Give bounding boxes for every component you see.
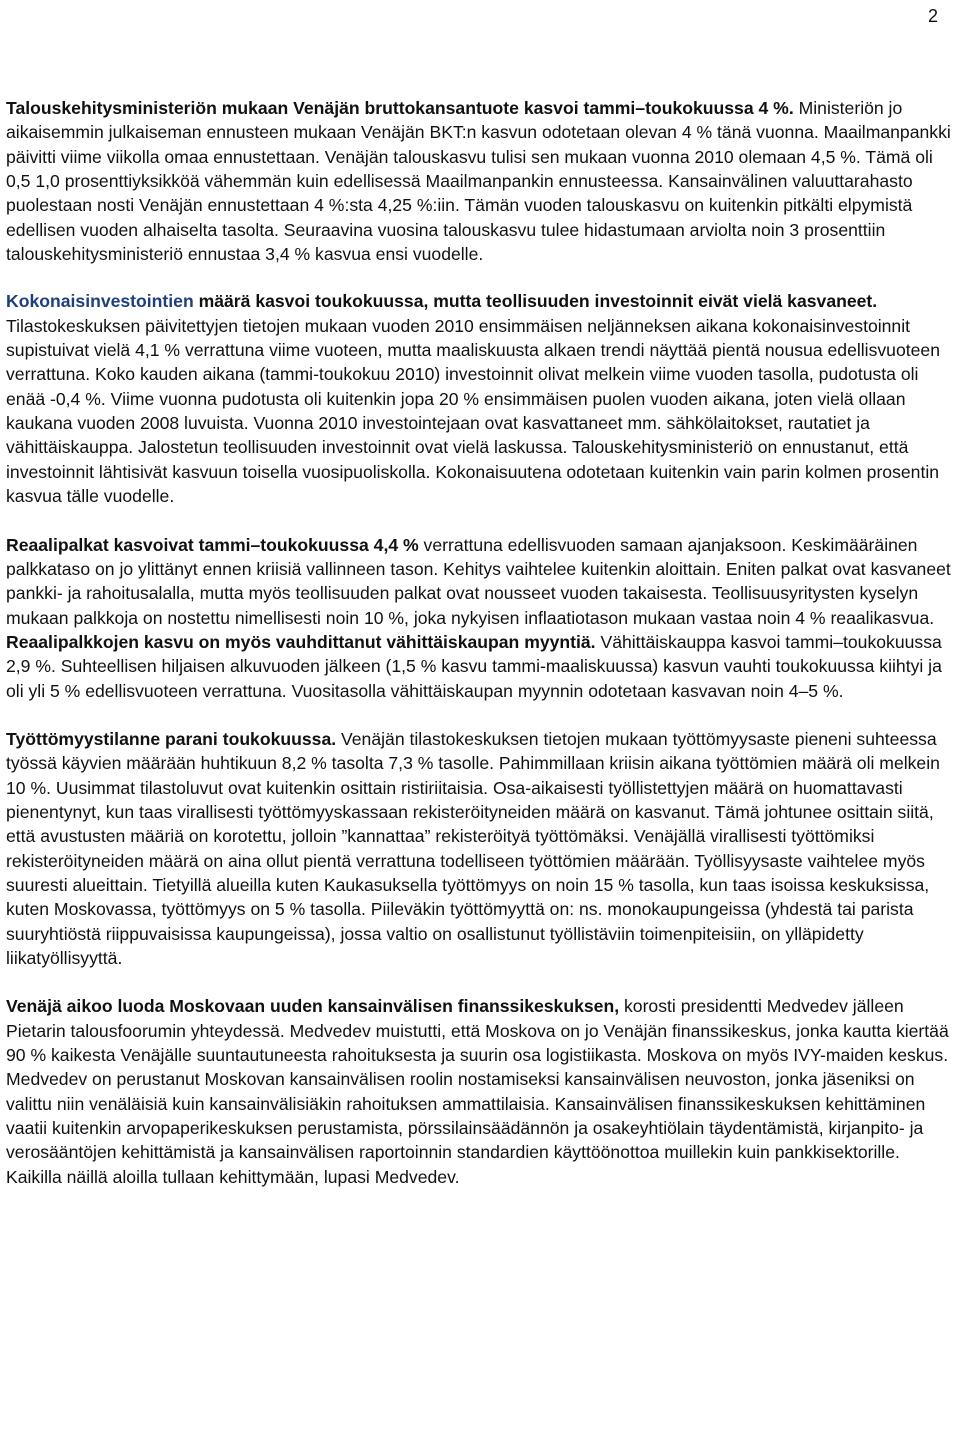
paragraph-finance-center bbox=[6, 994, 954, 1189]
headline-investments: määrä kasvoi toukokuussa, mutta teollisuuden investoinnit eivät vielä kasvaneet. bbox=[193, 291, 878, 312]
link-kokonaisinvestointien[interactable]: Kokonaisinvestointien bbox=[6, 291, 194, 312]
paragraph-investments bbox=[6, 289, 954, 508]
paragraph-wages-text: verrattuna edellisvuoden samaan ajanjaksoon. Keskimääräinen palkkataso on jo ylittänyt ennen kriisiä vallinneen tason. Kehitys vaihtelee kuitenkin aloittain. Eniten palkat ovat kasvaneet pankki- ja rahoitusalalla, mutta myös teollisuuden palkat ovat nousseet vuoden takaisesta. Teollisuusyritysten kyselyn mukaan palkkoja on nostettu nimellisesti noin 10 %, joka nykyisen inflaatiotason mukaan vastaa noin 4 % reaalikasvua. bbox=[6, 534, 951, 628]
headline-gdp: Talouskehitysministeriön mukaan Venäjän bruttokansantuote kasvoi tammi–toukokuussa 4 %. bbox=[6, 98, 794, 118]
paragraph-unemployment-text: Venäjän tilastokeskuksen tietojen mukaan työttömyysaste pieneni suhteessa työssä käyvien määrään huhtikuun 8,2 % tasolta 7,3 % tasolle. Pahimmillaan kriisin aikana työttömien määrä oli melkein 10 %. Uusimmat tilastoluvut ovat kuitenkin osittain ristiriitaisia. Osa-aikaisesti työllistettyjen määrä on huomattavasti pienentynyt, kun taas virallisesti työttömyyskassaan rekisteröityneiden määrä on kasvanut. Tämä johtunee osittain siitä, että avustusten määriä on korotettu, jolloin ”kannattaa” rekisteröityä työttömäksi. Venäjällä virallisesti työttömiksi rekisteröityneiden määrä on aina ollut pientä verrattuna todelliseen työttömien määrään. Työllisyysaste vaihtelee myös suuresti alueittain. Tietyillä alueilla kuten Kaukasuksella työttömyys on noin 15 % tasolla, kun taas isoissa keskuksissa, kuten Moskovassa, työttömyys on 5 % tasolla. Piileväkin työttömyyttä on: ns. monokaupungeissa (yhdestä tai parista suuryhtiöstä riippuvaisissa kaupungeissa), jossa valtio on osallistunut työllistäviin toimenpiteisiin, on ylläpidetty liikatyöllisyyttä. bbox=[6, 728, 940, 968]
paragraph-investments-text: Tilastokeskuksen päivitettyjen tietojen mukaan vuoden 2010 ensimmäisen neljänneksen aikana kokonaisinvestoinnit supistuivat vielä 4,1 % verrattuna viime vuoteen, mutta maaliskuusta alkaen trendi näyttää pientä nousua edellisvuoteen verrattuna. Koko kauden aikana (tammi-toukokuu 2010) investoinnit olivat melkein viime vuoden tasolla, pudotusta oli enää -0,4 %. Viime vuonna pudotusta oli kuitenkin jopa 20 % ensimmäisen puolen vuoden aikana, joten vielä ollaan kaukana vuoden 2008 luvuista. Vuonna 2010 investointejaan ovat kasvattaneet mm. sähkölaitokset, rautatiet ja vähittäiskauppa. Jalostetun teollisuuden investoinnit ovat vielä laskussa. Talouskehitysministeriö on ennustanut, että investoinnit lähtisivät kasvuun toisella vuosipuoliskolla. Kokonaisuutena odotetaan kuitenkin vain parin kolmen prosentin kasvua tälle vuodelle. bbox=[6, 315, 940, 507]
document-body bbox=[6, 96, 954, 1213]
headline-wages: Reaalipalkat kasvoivat tammi–toukokuussa 4,4 % bbox=[6, 534, 419, 555]
paragraph-wages bbox=[6, 533, 954, 703]
page-number: 2 bbox=[927, 6, 938, 26]
paragraph-gdp-text: Ministeriön jo aikaisemmin julkaiseman ennusteen mukaan Venäjän BKT:n kasvun odotetaan olevan 4 % tänä vuonna. Maailmanpankki päivitti viime viikolla omaa ennustettaan. Venäjän talouskasvu tulisi sen mukaan vuonna 2010 olemaan 4,5 %. Tämä oli 0,5 1,0 prosenttiyksikköä vähemmän kuin edellisessä Maailmanpankin ennusteessa. Kansainvälinen valuuttarahasto puolestaan nosti Venäjän ennustettaan 4 %:sta 4,25 %:iin. Tämän vuoden talouskasvu on kuitenkin pitkälti elpymistä edellisen vuoden alhaiselta tasolta. Seuraavina vuosina talouskasvu tulee hidastumaan arviolta noin 3 prosenttiin talouskehitysministeriö ennustaa 3,4 % kasvua ensi vuodelle. bbox=[6, 98, 951, 265]
headline-retail: Reaalipalkkojen kasvu on myös vauhdittanut vähittäiskaupan myyntiä. bbox=[6, 631, 596, 652]
paragraph-finance-center-text: korosti presidentti Medvedev jälleen Pietarin talousfoorumin yhteydessä. Medvedev muistutti, että Moskova on jo Venäjän finanssikeskus, jonka kautta kiertää 90 % kaikesta Venäjälle suuntautuneesta rahoituksesta ja suurin osa logistiikasta. Moskova on myös IVY-maiden keskus. Medvedev on perustanut Moskovan kansainvälisen roolin nostamiseksi kansainvälisen neuvoston, jonka jäseniksi on valittu niin venäläisiä kuin kansainvälisiäkin rahoituksen ammattilaisia. Kansainvälisen finanssikeskuksen kehittäminen vaatii kuitenkin arvopaperikeskuksen perustamista, pörssilainsäädännön ja osakeyhtiölain täydentämistä, kirjanpito- ja verosääntöjen kehittämistä ja kansainvälisen raportoinnin standardien käyttöönottoa muillekin kuin pankkisektorille. Kaikilla näillä aloilla tullaan kehittymään, lupasi Medvedev. bbox=[6, 996, 949, 1187]
paragraph-gdp bbox=[6, 96, 954, 266]
headline-finance-center: Venäjä aikoo luoda Moskovaan uuden kansainvälisen finanssikeskuksen, bbox=[6, 996, 620, 1017]
headline-unemployment: Työttömyystilanne parani toukokuussa. bbox=[6, 728, 337, 749]
paragraph-unemployment bbox=[6, 727, 954, 970]
paragraph-wages-tail: Vähittäiskauppa kasvoi tammi–toukokuussa 2,9 %. Suhteellisen hiljaisen alkuvuoden jälkeen (1,5 % kasvu tammi-maaliskuussa) kasvun vauhti toukokuussa kiihtyi ja oli yli 5 % edellisvuoteen verrattuna. Vuositasolla vähittäiskaupan myynnin odotetaan kasvavan noin 4–5 %. bbox=[6, 631, 942, 701]
